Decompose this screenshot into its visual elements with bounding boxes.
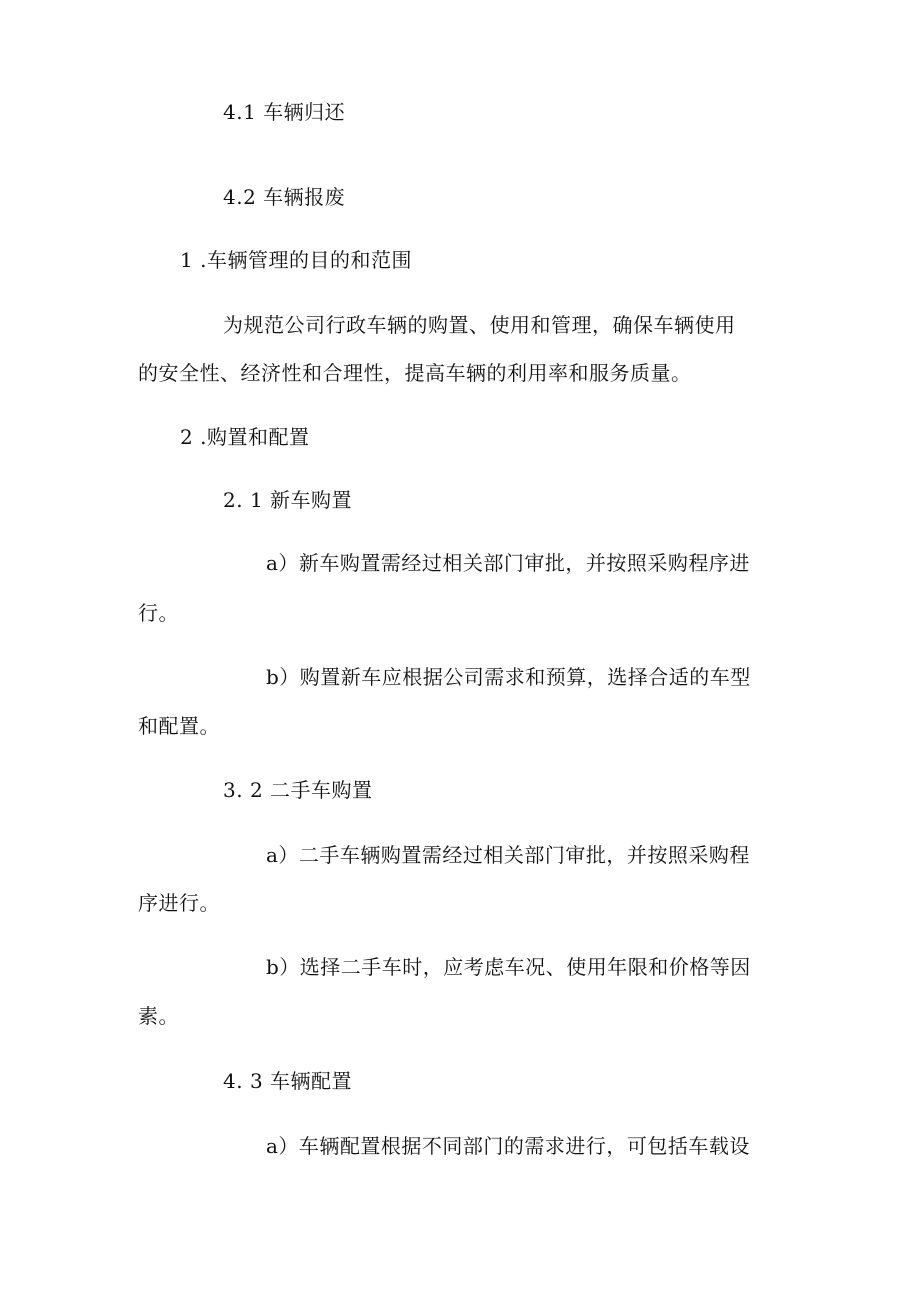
paragraph-line: 为规范公司行政车辆的购置、使用和管理，确保车辆使用	[223, 313, 736, 337]
paragraph-line: 序进行。	[138, 891, 220, 915]
paragraph-line: 素。	[138, 1004, 179, 1028]
subsection-heading-2-1: 2. 1 新车购置	[223, 488, 353, 512]
section-heading-1: 1 .车辆管理的目的和范围	[180, 248, 412, 272]
paragraph-line: a）二手车辆购置需经过相关部门审批，并按照采购程	[266, 843, 750, 867]
paragraph-line: 和配置。	[138, 714, 220, 738]
paragraph-line: b）选择二手车时，应考虑车况、使用年限和价格等因	[266, 955, 751, 979]
paragraph-line: a）车辆配置根据不同部门的需求进行，可包括车载设	[266, 1134, 750, 1158]
paragraph-line: 的安全性、经济性和合理性，提高车辆的利用率和服务质量。	[138, 361, 692, 385]
paragraph-line: a）新车购置需经过相关部门审批，并按照采购程序进	[266, 551, 750, 575]
subsection-heading-4-3: 4. 3 车辆配置	[223, 1069, 353, 1093]
section-heading-2: 2 .购置和配置	[180, 425, 310, 449]
paragraph-line: b）购置新车应根据公司需求和预算，选择合适的车型	[266, 665, 751, 689]
section-heading-4-2: 4.2 车辆报废	[223, 185, 346, 209]
paragraph-line: 行。	[138, 601, 179, 625]
section-heading-4-1: 4.1 车辆归还	[223, 100, 346, 124]
subsection-heading-3-2: 3. 2 二手车购置	[223, 778, 373, 802]
